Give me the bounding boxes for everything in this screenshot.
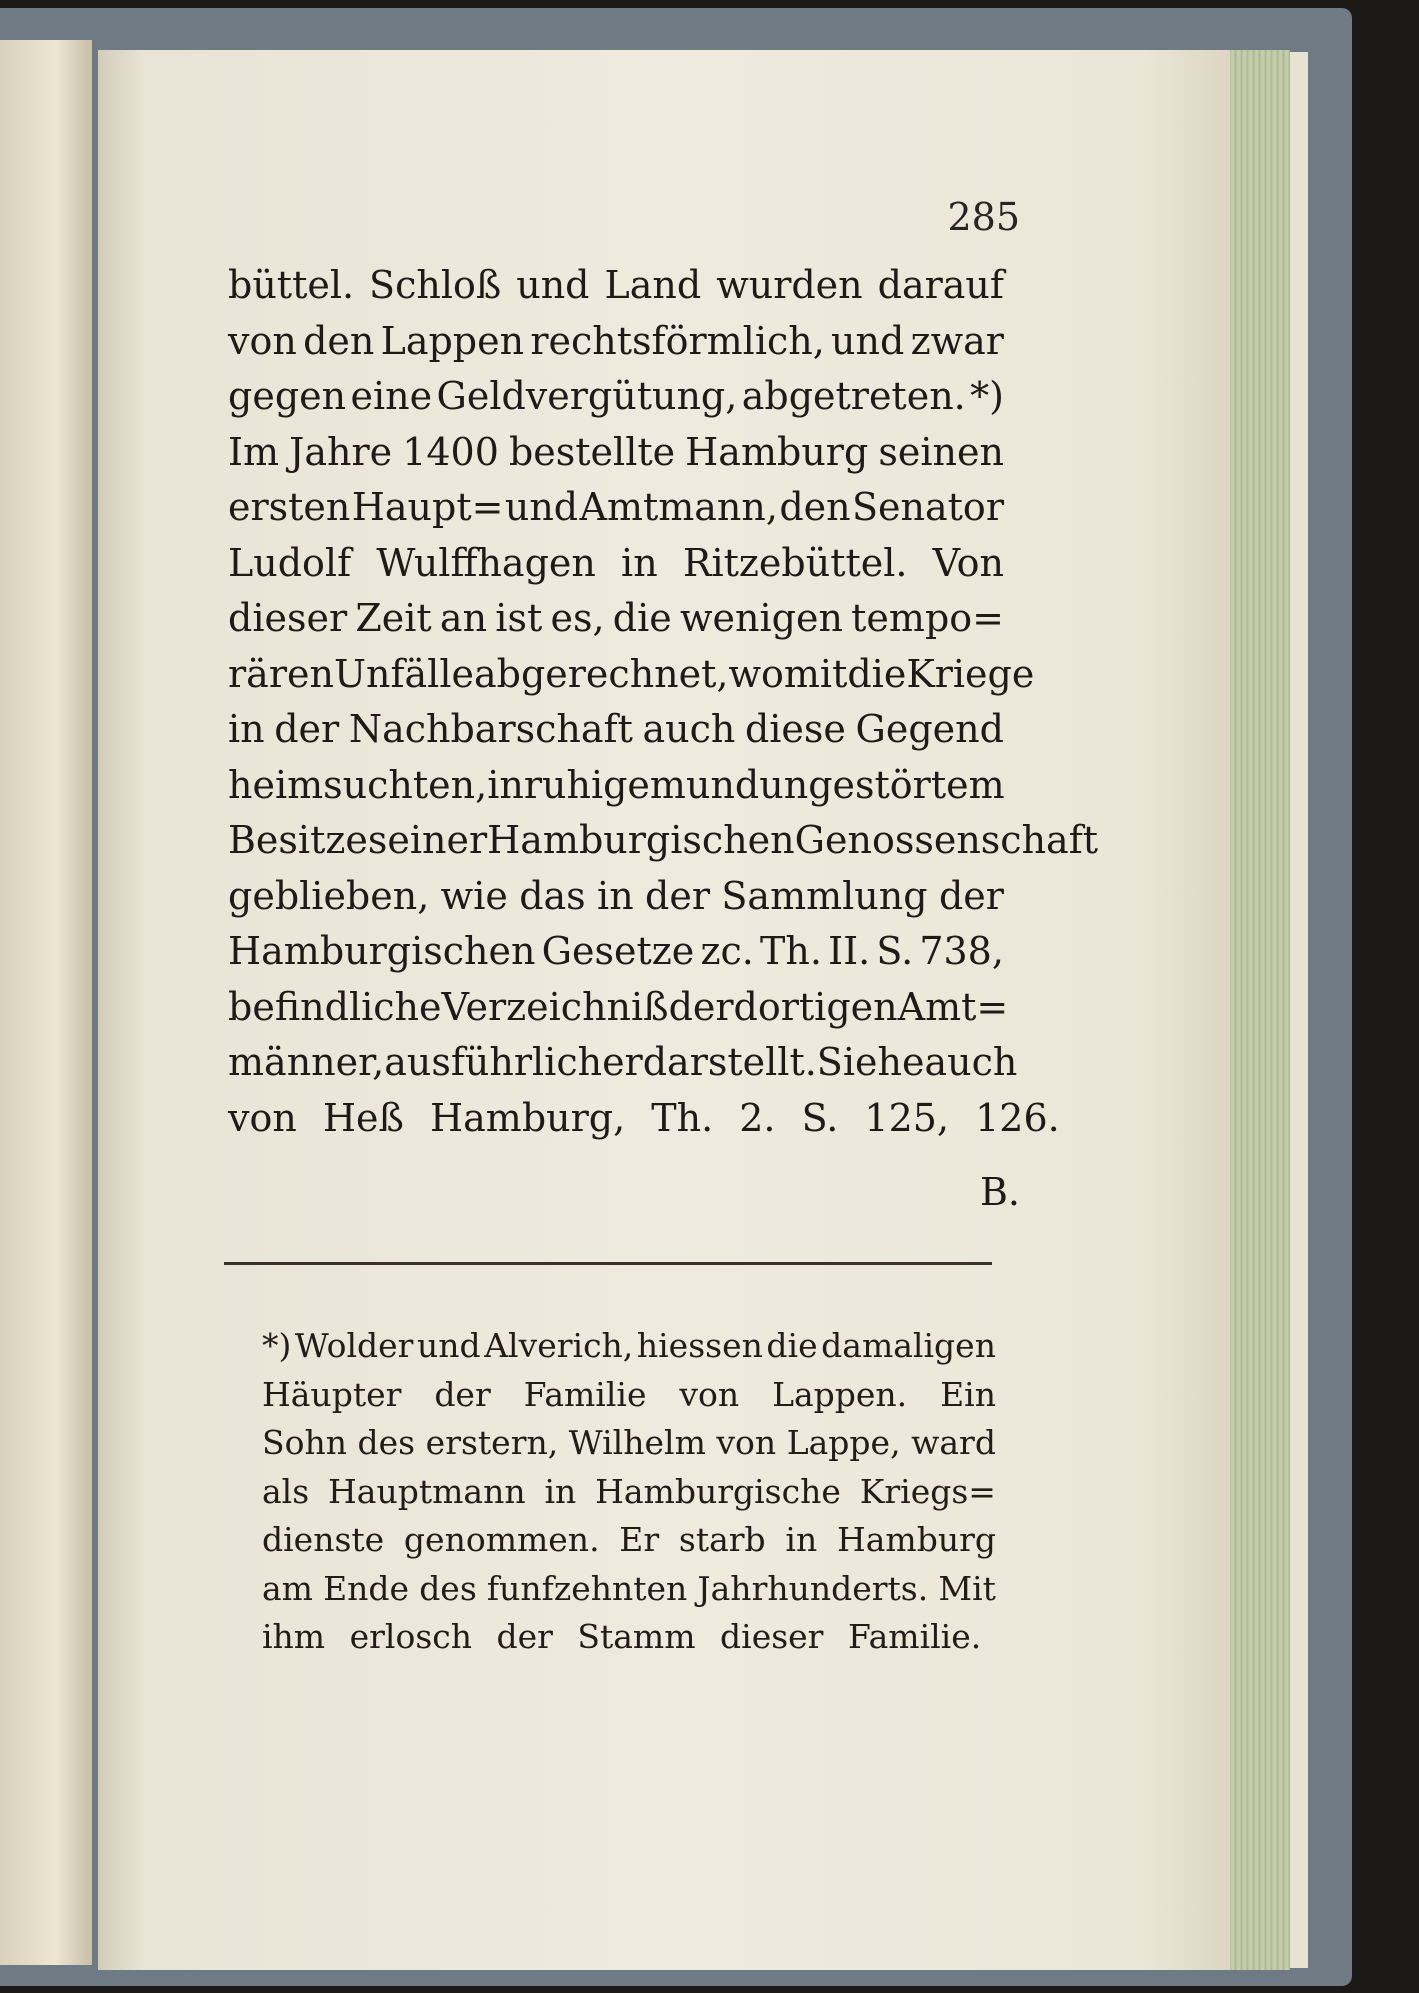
text-line: männer, ausführlicher darstellt. Siehe auch	[228, 1040, 1018, 1084]
facing-page-edge	[0, 40, 92, 1965]
text-line: ersten Haupt= und Amtmann, den Senator	[228, 485, 1004, 529]
text-line: Besitze seiner Hamburgischen Genossenschaft	[228, 818, 1099, 862]
text-line: büttel. Schloß und Land wurden darauf	[228, 263, 1004, 307]
text-line: Im Jahre 1400 bestellte Hamburg seinen	[228, 429, 1004, 474]
text-line: gegen eine Geldvergütung, abgetreten. *)	[228, 374, 1004, 418]
text-line: rären Unfälle abgerechnet, womit die Kriege	[228, 651, 1035, 696]
footnote-line: *) Wolder und Alverich, hiessen die damaligen	[262, 1326, 996, 1365]
footnote-line: am Ende des funfzehnten Jahrhunderts. Mit	[262, 1568, 996, 1608]
footnote-line: ihm erlosch der Stamm dieser Familie.	[262, 1617, 982, 1656]
text-line: von Heß Hamburg, Th. 2. S. 125, 126.	[228, 1095, 1060, 1140]
text-line: geblieben, wie das in der Sammlung der	[228, 873, 1004, 918]
text-line: befindliche Verzeichniß der dortigen Amt=	[228, 984, 1009, 1029]
text-line: Ludolf Wulffhagen in Ritzebüttel. Von	[228, 540, 1004, 585]
footnote-line: Sohn des erstern, Wilhelm von Lappe, ward	[262, 1423, 996, 1462]
footnote-line: dienste genommen. Er starb in Hamburg	[262, 1520, 996, 1559]
footnote-line: als Hauptmann in Hamburgische Kriegs=	[262, 1471, 996, 1511]
footnote-divider	[224, 1262, 992, 1265]
author-signature: B.	[979, 1170, 1020, 1214]
text-line: Hamburgischen Gesetze zc. Th. II. S. 738,	[228, 929, 1004, 973]
page-block-edge	[1230, 50, 1290, 1970]
page-number: 285	[947, 195, 1020, 239]
text-line: heimsuchten, in ruhigem und ungestörtem	[228, 762, 1005, 807]
text-line: von den Lappen rechtsförmlich, und zwar	[228, 318, 1004, 363]
footnote-line: Häupter der Familie von Lappen. Ein	[262, 1374, 996, 1414]
endpaper-edge	[1290, 52, 1308, 1968]
footnote-block	[262, 1322, 996, 1662]
text-line: dieser Zeit an ist es, die wenigen tempo=	[228, 596, 1004, 640]
text-line: in der Nachbarschaft auch diese Gegend	[228, 707, 1004, 751]
main-text	[228, 258, 1099, 1146]
